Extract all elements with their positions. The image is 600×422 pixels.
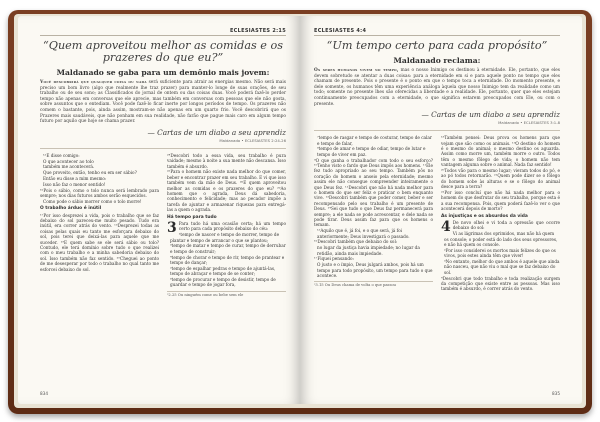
verse: ¹⁶Descobri também que debaixo do sol: [314,239,398,245]
running-head-left [40,28,286,36]
verse: ⁸tempo de amar e tempo de odiar, tempo de lutar e tempo de viver em paz. [317,146,426,157]
verse: Então eu disse a mim mesmo: [43,175,107,181]
verse: Como pode o sábio morrer como o tolo morre! [43,198,142,204]
verse: ⁶tempo de procurar e tempo de desistir, tempo de guardar e tempo de jogar fora, [170,277,276,288]
footnote: ᵃ2.25 Ou ninguém come ou bebe sem ele [167,291,286,298]
verse: ¹⁸Também pensei: Deus prova os homens para que vejam que são como os animais. ¹⁹O destino do homem é o mesmo do animal; o mesmo destino os aguarda. Assim como morre um, também morre o outro. Todos têm o mesmo fôlego de vida; o homem não tem vantagem alguma sobre o animal. Nada faz sentido! [441,135,560,168]
devotional-text [40,80,286,125]
verse: O que acontecer ao tolo [43,158,94,164]
section-heading: As injustiças e os absurdos da vida [441,213,528,219]
verse: ⁷tempo de rasgar e tempo de costurar, tempo de calar e tempo de falar, [317,135,432,146]
verse: ⁴tempo de chorar e tempo de rir, tempo de prantear e tempo de dançar; [170,254,285,266]
verse: ¹⁵E disse comigo: [43,152,80,158]
verse: ¹⁶Pois o sábio, como o tolo nunca será lembrado para sempre; nos dias futuros ambos serão esquecidos. [40,187,159,198]
verse: ⁵tempo de espalhar pedras e tempo de ajuntá-las, tempo de abraçar e tempo de se conter; [170,265,276,277]
verse: O justo e o ímpio, Deus julgará ambos, pois há um tempo para todo propósito, um tempo para tudo o que acontece. [317,262,433,279]
verse: Vi as lágrimas dos oprimidos, mas não há quem os console; o poder está do lado dos seus opressores, e não há quem os console. [444,231,558,248]
devotional-citation: Maldanado • ECLESIASTES 3:1-8 [498,120,560,126]
verse: ³tempo de matar e tempo de curar, tempo de derrubar e tempo de construir; [170,243,286,254]
devotional-source: — Cartas de um diabo a seu aprendiz [421,110,560,120]
running-head-right [314,28,560,36]
left-page [18,16,300,404]
devotional-citation: Maldanado • ECLESIASTES 2:24-26 [219,137,286,143]
verse: Que proveito, então, tenho eu em ser sábio? [43,170,137,176]
devotional-body: mas o nosso Inimigo os destinou à eternidade. Ele, portanto, que eles devem sobretudo se atentar a duas coisas: para a eternidade em si e para aquele ponto no tempo que eles chamam de presente. Pois o presente é o ponto em que o tempo toca a eternidade. Do momento presente, e dele somente, os humanos têm uma experiência análoga àquela que nosso Inimigo tem da realidade como um todo; somente no presente lhes são oferecidas a liberdade e a realidade. Ele, portanto, quer que eles estejam continuamente preocupados com a eternidade, o que significa estarem preocupados com Ele, ou com o presente. [314,68,560,107]
section-heading: Há tempo para tudo [167,214,217,220]
right-page [300,16,582,404]
verse: ²⁴Descobri todo a essa vida, seu trabalho é pura vaidade; mesmo à noite a sua mente não descansa. Isso também é absurdo. [167,152,286,169]
scripture-columns [314,135,560,292]
column-1 [314,135,433,292]
column-2 [167,153,286,298]
verse: ¹⁵Aquilo que é, já foi, e o que será, já foi anteriormente; Deus investigará o passado. [317,228,410,239]
scripture-columns [40,153,286,298]
verse: ²Por isso considerei os mortos mais felizes do que os vivos, pois estes ainda têm que viver! [444,247,556,259]
verse: Para tudo há uma ocasião certa; há um tempo certo para cada propósito debaixo do céu: [178,221,286,232]
devotional-lead: Você descobrirá que qualquer coisa ou nada [40,80,147,85]
verse: ²⁵Para o homem não existe nada melhor do que comer, beber e encontrar prazer em seu trabalho. E vi que isso também vem da mão de Deus. ²⁶E quem aproveitou melhor as comidas e os prazeres do que eu? ²⁶Ao homem que o agrada, Deus dá sabedoria, conhecimento e felicidade; mas ao pecador impõe a tarefa de ajuntar e armazenar riquezas para entregá-las a quem o agrada. [167,169,286,213]
page-number: 835 [552,391,560,396]
display-quote: “Um tempo certo para cada propósito” [326,39,548,52]
devotional-title: Maldanado se gaba para um demônio mais jovem: [56,68,270,77]
chapter-ref: ECLESIASTES 4:4 [314,28,367,34]
verse: De novo olhei e vi toda a opressão que ocorre debaixo do sol: [452,220,560,231]
section-heading: O trabalho árduo é inútil [40,206,102,212]
footnote: ᵃ3.15 Ou Deus chama de volta o que passou [314,281,433,288]
chapter-ref: ECLESIASTES 2:15 [229,28,286,34]
verse: ⁹O que ganha o trabalhador com todo o seu esforço? ¹⁰Tenho visto o fardo que Deus impôs aos homens. ¹¹Ele fez tudo apropriado ao seu tempo. Também pôs no coração do homem o anseio pela eternidade; mesmo assim ele não consegue compreender inteiramente o que Deus fez. ¹²Descobri que não há nada melhor para o homem do que ser feliz e praticar o bem enquanto vive. ¹³Descobri também que poder comer, beber e ser recompensado pelo seu trabalho é um presente de Deus. ¹⁴Sei que tudo o que Deus faz permanecerá para sempre; a ele nada se pode acrescentar, e dele nada se pode tirar. Deus assim faz para que os homens o temam. [314,157,433,228]
verse: ⁴Descobri que todo trabalho e toda realização surgem da competição que existe entre as pessoas. Mas isso também é absurdo, é correr atrás do vento. [441,275,560,292]
verse: ¹⁷Por isso desprezei a vida, pois o trabalho que se faz debaixo do sol pareceu-me muito pesado. Tudo era inútil, era correr atrás do vento. ¹⁸Desprezei todas as coisas pelas quais eu tanto me esforçara debaixo do sol, pois terei que deixá-las para aquele que me suceder. ¹⁹E quem sabe se ele será sábio ou tolo? Contudo, ele terá domínio sobre tudo o que realizei com o meu trabalho e a minha sabedoria debaixo do sol. Isso também não faz sentido. ²⁰Cheguei ao ponto de me desesperar por todo o trabalho no qual tanto me esforcei debaixo do sol. [40,212,159,272]
verse: Isso não faz o menor sentido! [43,181,106,187]
verse: ³No entanto, melhor do que ambos é aquele que ainda não nasceu, que não viu o mal que se faz debaixo do sol. [444,259,560,275]
devotional-title: Maldanado reclama: [393,56,481,65]
divider [40,148,286,149]
verse: no lugar da justiça havia impiedade; no lugar da retidão, ainda mais impiedade. [317,245,420,256]
display-quote: “Quem aproveitou melhor as comidas e os prazeres do que eu?” [43,39,283,64]
verse: ¹⁷Fiquei pensando: [314,256,354,262]
column-1 [40,153,159,298]
chapter-number: 3 [167,220,177,237]
verse: ²²Por isso concluí que não há nada melhor para o homem do que desfrutar do seu trabalho, porque esta é a sua recompensa. Pois, quem poderá fazê-lo ver o que acontecerá depois de morto? [441,190,560,212]
column-2 [441,135,560,292]
divider [314,130,560,131]
verse: também me acontecerá. [43,164,95,170]
verse: ²tempo de nascer e tempo de morrer, tempo de plantar e tempo de arrancar o que se plantou; [170,232,280,243]
chapter-number: 4 [441,219,451,236]
devotional-text [314,68,560,107]
devotional-source: — Cartas de um diabo a seu aprendiz [147,127,286,137]
page-number: 834 [40,391,48,396]
devotional-body: será suficiente para atrair as energias mesmo. Não será mais preciso um bom livro (algo que realmente lhe traz prazer) para manter-lo longe de suas orações, de seu trabalho ou de seu sono; as Classificados do jornal de ontem ou das coisas duas. Você poderá fazê-lo perder tempo não apenas em conversas que ele aprecie, mas também em conversas com pessoas que ele não gosta, sobre assuntos que o entediam. Você pode fazê-lo ficar inerte por longos períodos de tempo. Os prazeres não comem o bastante, pois, ainda assim, mostram-se não apenas em um quarto frio. Você descobrirá que os Prazeres mais saudáveis, que não ponham em sua realidade, não farão que pague mais caro em algum tempo futuro por aquilo que hoje se chama prazer. [40,80,286,125]
verse: ²⁰Todos vão para o mesmo lugar; vieram todos do pó, e ao pó todos retornarão. ²¹Quem pode dizer se o fôlego do homem sobe às alturas e se o fôlego do animal desce para a terra? [441,167,560,190]
devotional-lead: Os seres humanos vivem no tempo, [314,68,399,73]
